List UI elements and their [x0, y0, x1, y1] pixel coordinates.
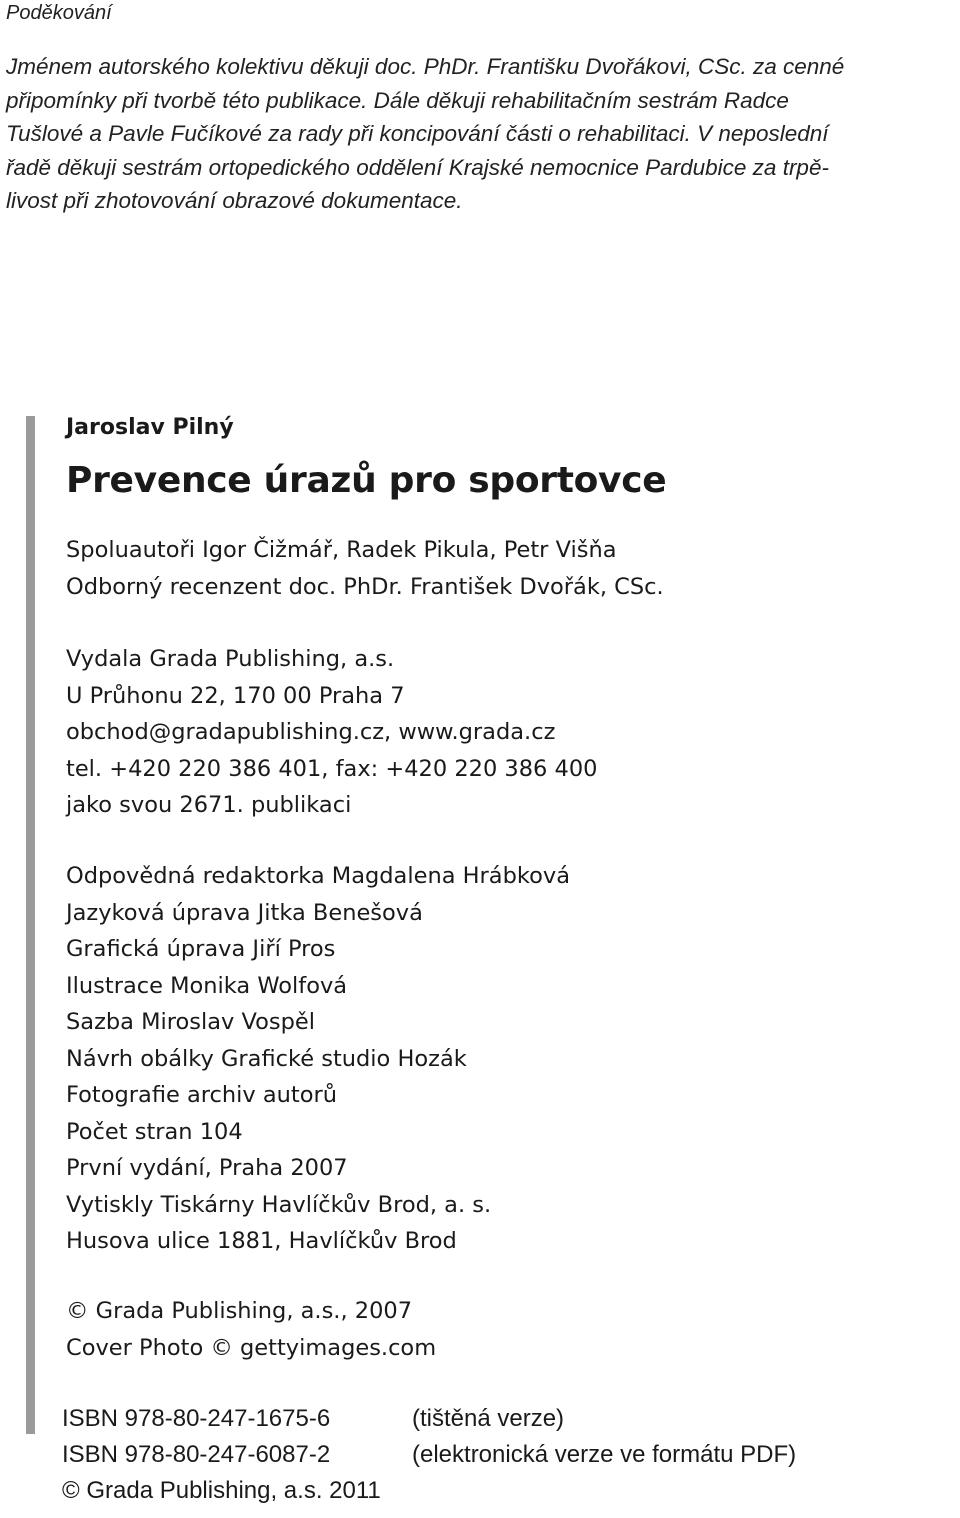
staff-line: Ilustrace Monika Wolfová	[66, 972, 348, 999]
isbn-electronic-note: (elektronická verze ve formátu PDF)	[412, 1441, 797, 1468]
author-name: Jaroslav Pilný	[66, 415, 234, 440]
staff-line: Počet stran 104	[66, 1118, 243, 1145]
isbn-print-number: ISBN 978-80-247-1675-6	[62, 1405, 331, 1432]
isbn-block	[62, 1401, 942, 1509]
isbn-copyright: © Grada Publishing, a.s. 2011	[62, 1477, 381, 1504]
acknowledgement-line: připomínky při tvorbě této publikace. Dále děkuji rehabilitačním sestrám Radce	[6, 87, 789, 113]
publisher-line: Vydala Grada Publishing, a.s.	[66, 646, 395, 672]
staff-line: Jazyková úprava Jitka Benešová	[66, 899, 423, 926]
acknowledgement-text	[6, 50, 951, 218]
publisher-phone-line: tel. +420 220 386 401, fax: +420 220 386 400	[66, 755, 598, 782]
acknowledgement-line: Tušlové a Pavle Fučíkové za rady při koncipování části o rehabilitaci. V neposlední	[6, 121, 829, 146]
isbn-print-note: (tištěná verze)	[412, 1405, 565, 1432]
acknowledgement-title: Poděkování	[6, 2, 112, 24]
publisher-block	[66, 641, 597, 824]
acknowledgement-line: řadě děkuji sestrám ortopedického oddělení Krajské nemocnice Pardubice za trpě-	[6, 154, 829, 180]
staff-line: Grafická úprava Jiří Pros	[66, 936, 336, 962]
publisher-contact-line: obchod@gradapublishing.cz, www.grada.cz	[66, 719, 556, 745]
copyright-line: © Grada Publishing, a.s., 2007	[66, 1298, 413, 1324]
isbn-print-row	[62, 1401, 942, 1437]
credit-line: Odborný recenzent doc. PhDr. František Dvořák, CSc.	[66, 573, 664, 600]
staff-line: Husova ulice 1881, Havlíčkův Brod	[66, 1228, 457, 1254]
copyright-line: Cover Photo © gettyimages.com	[66, 1334, 437, 1361]
acknowledgement-line: livost při zhotovování obrazové dokumentace.	[6, 188, 463, 213]
staff-line: První vydání, Praha 2007	[66, 1155, 348, 1181]
staff-line: Návrh obálky Grafické studio Hozák	[66, 1045, 467, 1072]
isbn-electronic-number: ISBN 978-80-247-6087-2	[62, 1441, 331, 1468]
staff-line: Odpovědná redaktorka Magdalena Hrábková	[66, 863, 570, 889]
staff-line: Vytiskly Tiskárny Havlíčkův Brod, a. s.	[66, 1191, 492, 1218]
book-title: Prevence úrazů pro sportovce	[66, 460, 667, 501]
copyright-block	[66, 1293, 436, 1366]
credit-line: Spoluautoři Igor Čižmář, Radek Pikula, Petr Višňa	[66, 537, 617, 563]
staff-block	[66, 858, 570, 1260]
acknowledgement-line: Jménem autorského kolektivu děkuji doc. PhDr. Františku Dvořákovi, CSc. za cenné	[6, 54, 845, 79]
isbn-electronic-row	[62, 1437, 942, 1473]
credits-block	[66, 532, 664, 605]
publisher-line: jako svou 2671. publikaci	[66, 792, 352, 818]
imprint-vertical-rule	[26, 416, 35, 1434]
staff-line: Fotografie archiv autorů	[66, 1082, 338, 1108]
staff-line: Sazba Miroslav Vospěl	[66, 1009, 316, 1035]
isbn-copyright-row	[62, 1473, 942, 1509]
publisher-line: U Průhonu 22, 170 00 Praha 7	[66, 682, 405, 709]
